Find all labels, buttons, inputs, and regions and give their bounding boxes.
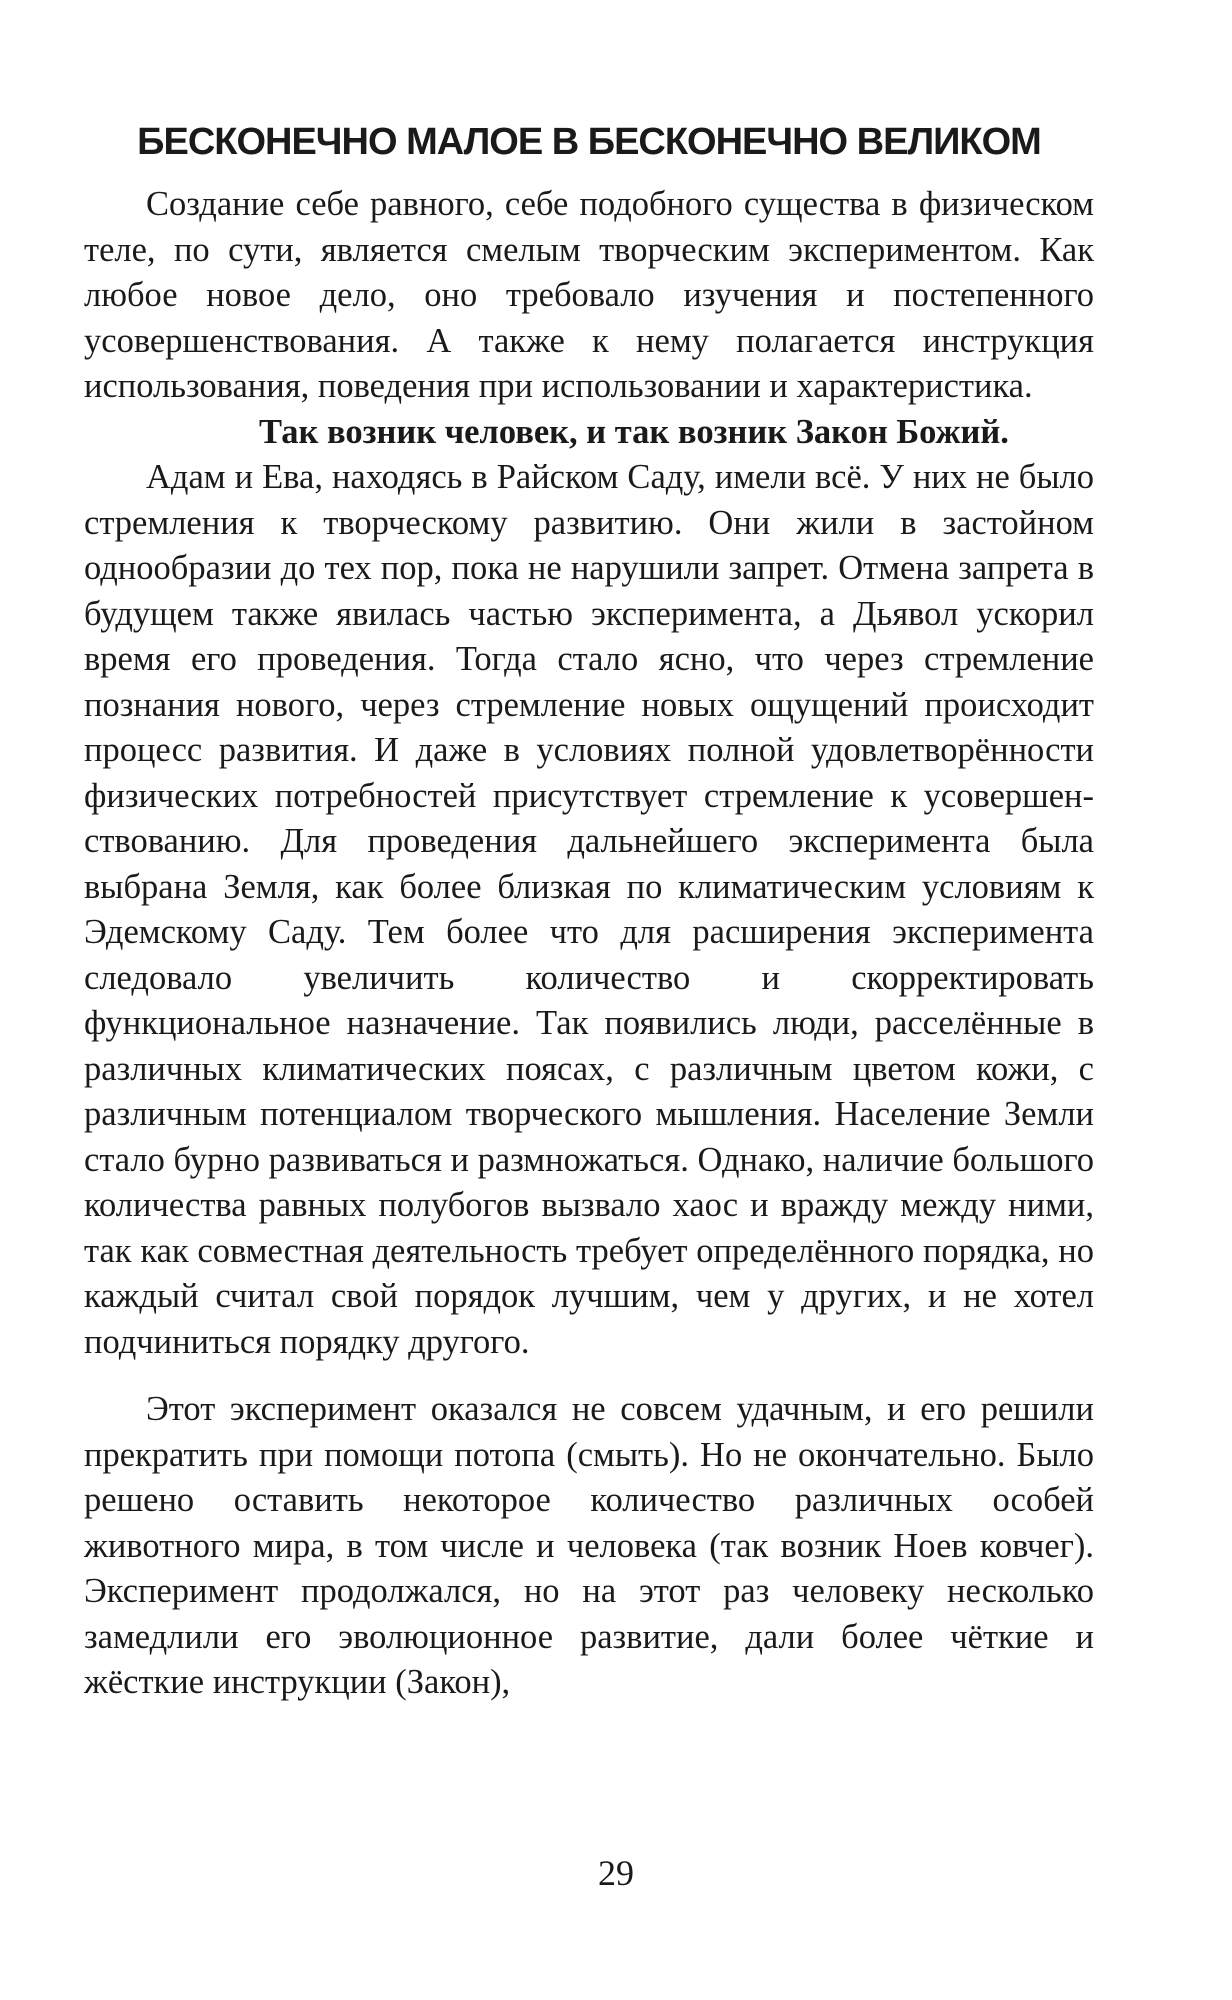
- paragraph-1: Создание себе равного, себе подобного существа в физическом теле, по сути, является смелым творческим экспериментом. Как любое новое дело, оно требовало изучения и постепенного усовершенствования. А также к нему полагается инструкция использования, поведения при использовании и характеристика.: [84, 185, 1094, 405]
- paragraph-2: Адам и Ева, находясь в Райском Саду, имели всё. У них не было стремления к творческому развитию. Они жили в застойном однообразии до тех пор, пока не нарушили запрет. Отмена запрета в будущем также явилась частью эксперимента, а Дьявол ускорил время его проведения. Тогда стало ясно, что через стремление познания нового, через стремление новых ощущений происходит процесс развития. И даже в условиях полной удовлетворённости физических потребностей присутствует стремление к усовершенствованию. Для проведения дальнейшего эксперимента была выбрана Земля, как более близкая по климатическим условиям к Эдемскому Саду. Тем более что для расширения эксперимента следовало увеличить количество и скорректировать функциональное назначение. Так появились люди, расселённые в различных климатических поясах, с различным цветом кожи, с различным потенциалом творческого мышления. Население Земли стало бурно развиваться и размножаться. Однако, наличие большого количества равных полубогов вызвало хаос и вражду между ними, так как совместная деятельность требует определённого порядка, но каждый считал свой порядок лучшим, чем у других, и не хотел подчиниться порядку другого.: [84, 458, 1094, 1361]
- bold-subheading: Так возник человек, и так возник Закон Божий.: [259, 412, 1009, 451]
- chapter-title: БЕСКОНЕЧНО МАЛОЕ В БЕСКОНЕЧНО ВЕЛИКОМ: [137, 121, 1041, 163]
- page-number: 29: [598, 1853, 634, 1893]
- paragraph-3: Этот эксперимент оказался не совсем удачным, и его решили прекратить при помощи потопа (смыть). Но не окончательно. Было решено оставить некоторое количество различных особей животного мира, в том числе и человека (так возник Ноев ковчег). Эксперимент продолжался, но на этот раз человеку несколько замедлили его эволюционное развитие, дали более чёткие и жёсткие инструкции (Закон),: [84, 1390, 1094, 1701]
- book-page: [84, 118, 1094, 1706]
